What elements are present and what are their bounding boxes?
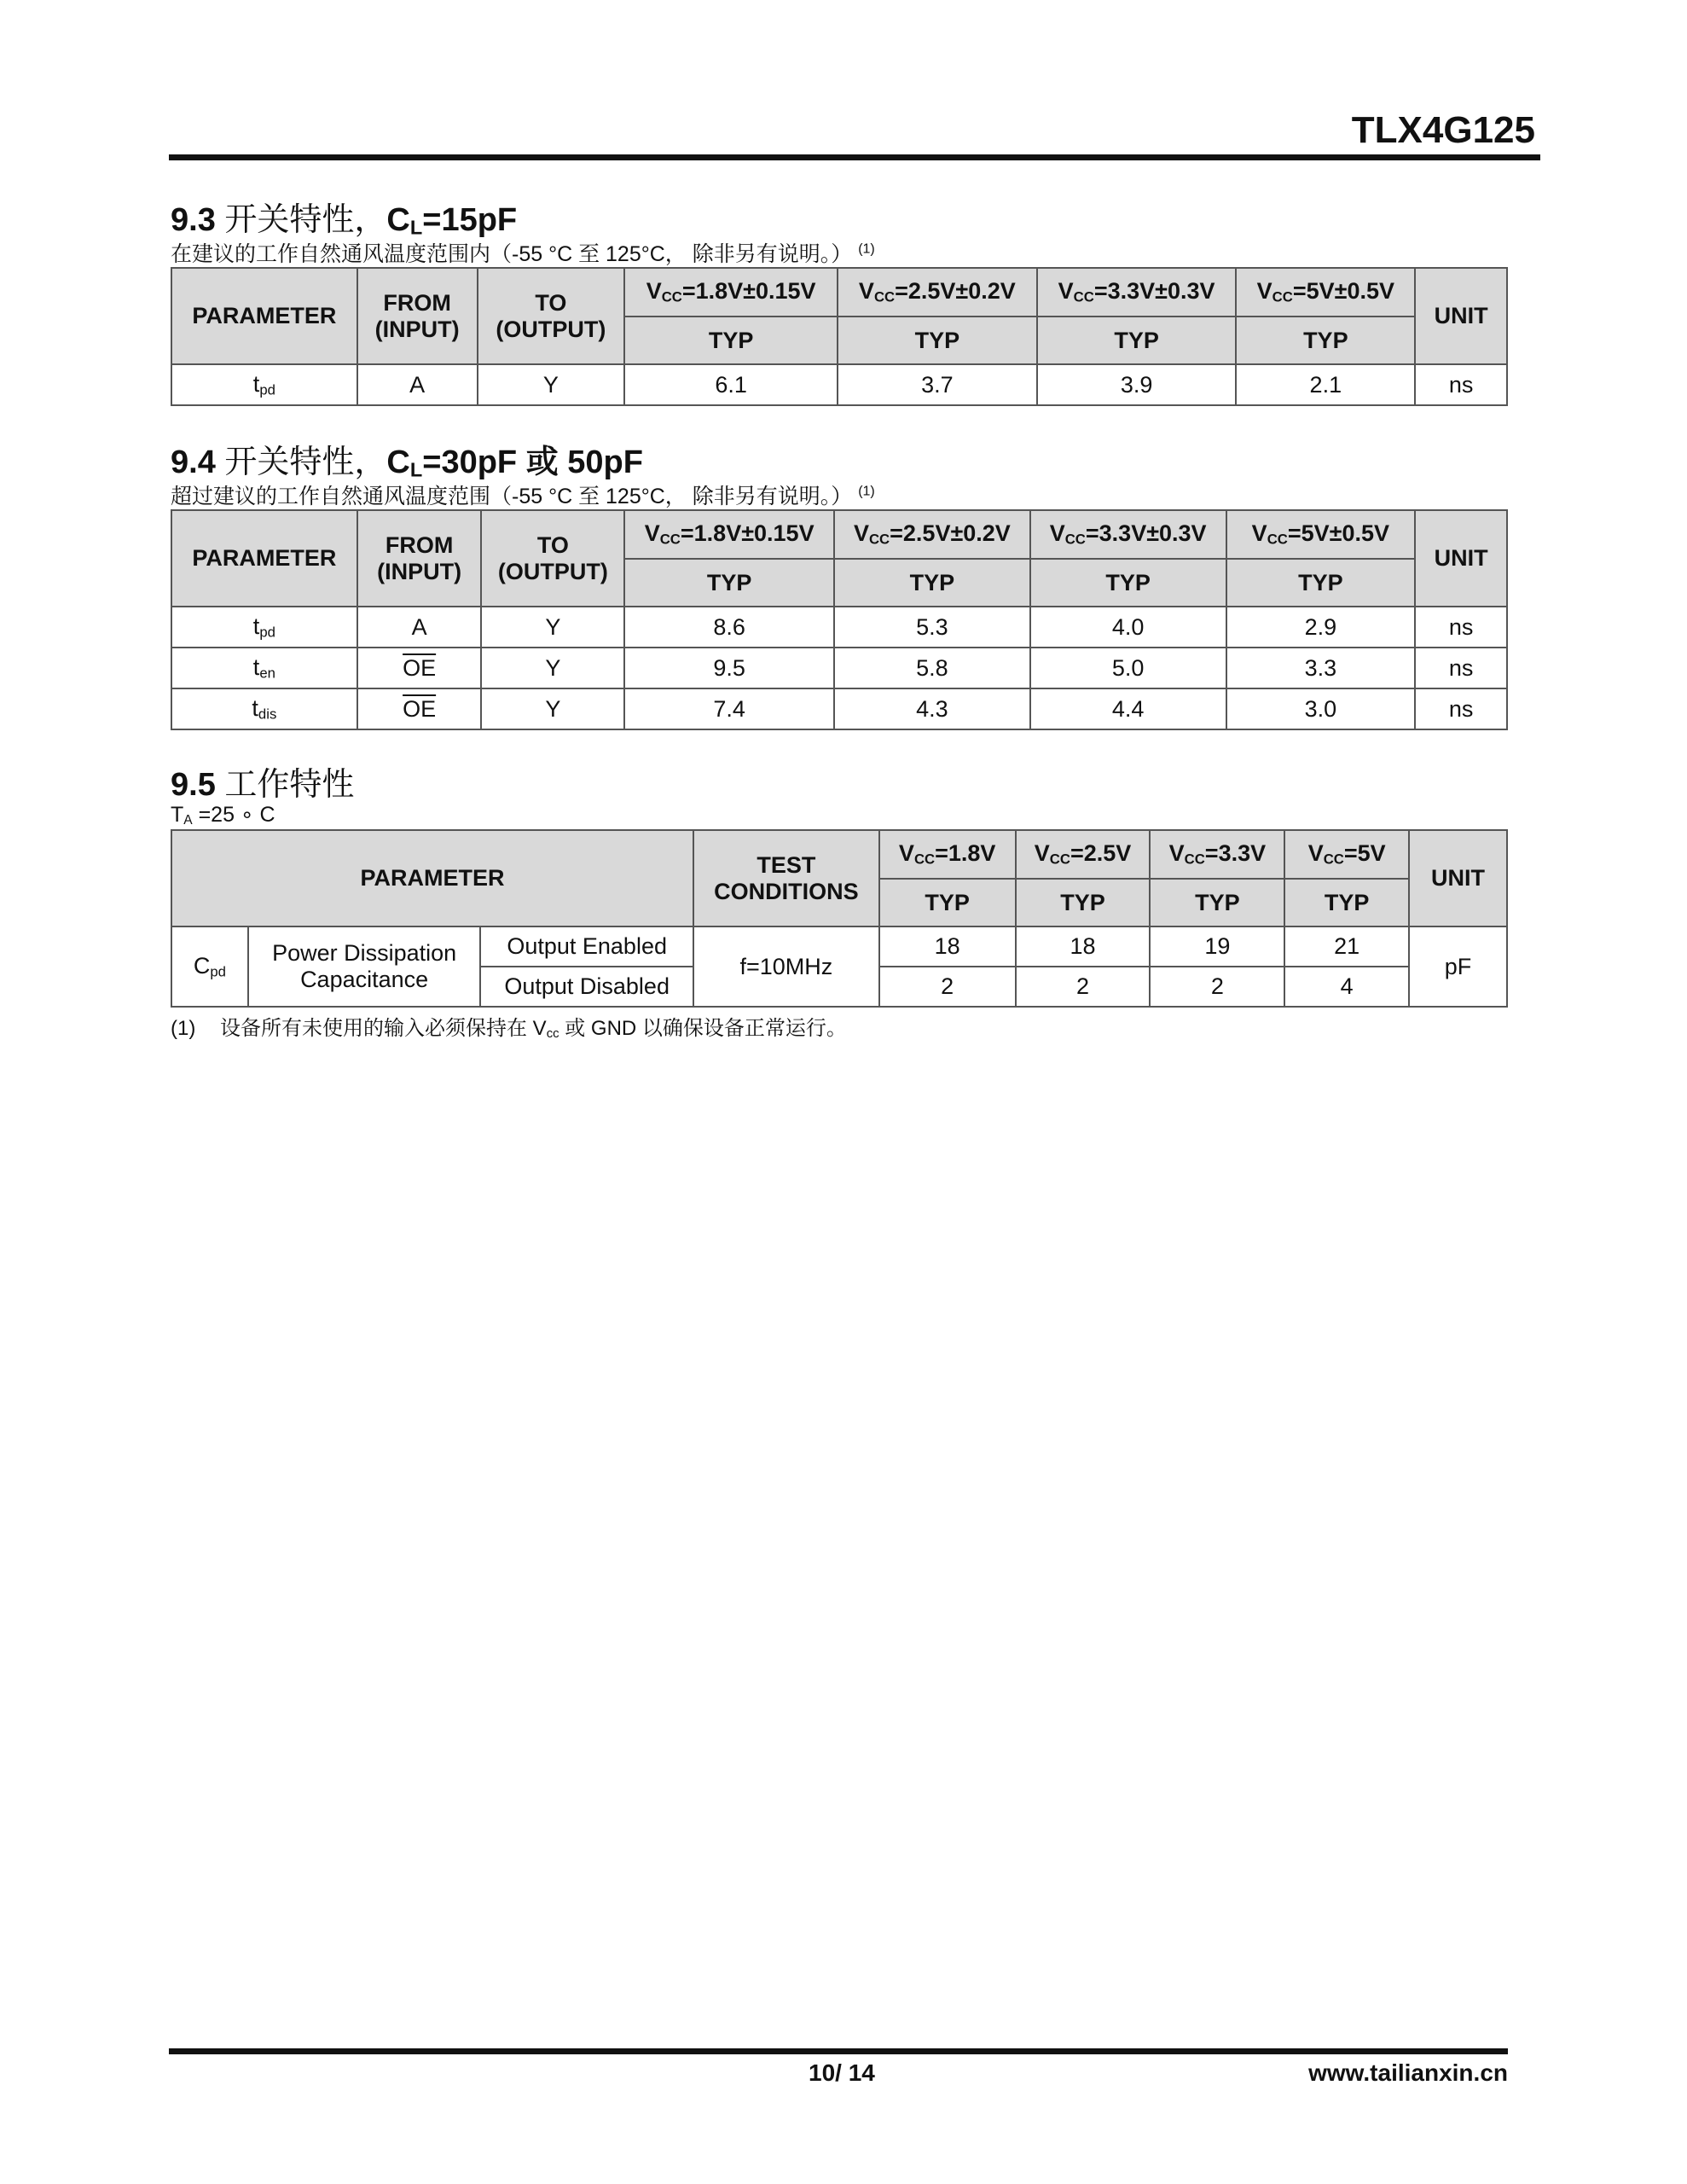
col-parameter: PARAMETER xyxy=(171,510,357,607)
value-cell: 2.1 xyxy=(1236,364,1415,405)
table-row xyxy=(171,926,1507,967)
col-vcc-1: $V_{CC}=1.8V$ xyxy=(879,830,1016,879)
value-cell: 5.8 xyxy=(834,648,1030,688)
col-to: TO (OUTPUT) xyxy=(481,510,624,607)
col-typ: TYP xyxy=(1037,317,1237,364)
col-vcc-2: $V_{CC}=2.5V$ xyxy=(1016,830,1151,879)
to-cell: Y xyxy=(478,364,625,405)
col-typ: TYP xyxy=(1150,879,1284,926)
unit-cell: pF xyxy=(1409,926,1507,1007)
value-cell: 2 xyxy=(1150,967,1284,1007)
switching-table-15pf xyxy=(171,267,1508,406)
col-parameter: PARAMETER xyxy=(171,830,693,926)
to-cell: Y xyxy=(481,607,624,648)
param-cell: $t_{pd}$ xyxy=(171,364,357,405)
value-cell: 18 xyxy=(879,926,1016,967)
col-to: TO (OUTPUT) xyxy=(478,268,625,364)
col-vcc-2: $V_{CC}=2.5V\pm 0.2V$ xyxy=(838,268,1037,317)
switching-table-30pf xyxy=(171,509,1508,730)
value-cell: 5.3 xyxy=(834,607,1030,648)
param-cell: $t_{pd}$ xyxy=(171,607,357,648)
table-row xyxy=(171,607,1507,648)
header-rule xyxy=(169,154,1540,160)
col-from: FROM (INPUT) xyxy=(357,268,478,364)
col-unit: UNIT xyxy=(1409,830,1507,926)
footnote: (1) 设备所有未使用的输入必须保持在 $V_{cc}$ 或 GND 以确保设备正常运行。 xyxy=(171,1017,847,1041)
from-cell: $\overline{OE}$ xyxy=(357,648,482,688)
table-row xyxy=(171,688,1507,729)
value-cell: 5.0 xyxy=(1030,648,1226,688)
value-cell: 6.1 xyxy=(624,364,838,405)
col-vcc-2: $V_{CC}=2.5V\pm 0.2V$ xyxy=(834,510,1030,559)
unit-cell: ns xyxy=(1415,648,1507,688)
part-number: TLX4G125 xyxy=(1351,109,1535,151)
col-typ: TYP xyxy=(834,559,1030,607)
col-typ: TYP xyxy=(624,317,838,364)
from-cell: A xyxy=(357,607,482,648)
value-cell: 3.0 xyxy=(1226,688,1416,729)
website-link[interactable]: www.tailianxin.cn xyxy=(1308,2059,1508,2086)
unit-cell: ns xyxy=(1415,688,1507,729)
symbol-cell: $C_{pd}$ xyxy=(171,926,248,1007)
value-cell: 7.4 xyxy=(624,688,834,729)
section-9-3-note: 在建议的工作自然通风温度范围内（-55 °C 至 125°C， 除非另有说明。） $^{(1)}$ xyxy=(171,241,875,266)
operating-table xyxy=(171,829,1508,1008)
description-cell: Power Dissipation Capacitance xyxy=(248,926,481,1007)
unit-cell: ns xyxy=(1415,364,1507,405)
col-vcc-4: $V_{CC}=5V$ xyxy=(1284,830,1409,879)
value-cell: 8.6 xyxy=(624,607,834,648)
col-vcc-4: $V_{CC}=5V\pm 0.5V$ xyxy=(1226,510,1416,559)
param-cell: $t_{en}$ xyxy=(171,648,357,688)
section-9-5-title: 9.5 工作特性 xyxy=(171,767,355,803)
value-cell: 3.9 xyxy=(1037,364,1237,405)
ambient-temperature: $T_A =25$ ∘ C xyxy=(171,803,275,828)
col-vcc-4: $V_{CC}=5V\pm 0.5V$ xyxy=(1236,268,1415,317)
col-typ: TYP xyxy=(1236,317,1415,364)
col-typ: TYP xyxy=(1030,559,1226,607)
col-from: FROM (INPUT) xyxy=(357,510,482,607)
col-typ: TYP xyxy=(1016,879,1151,926)
value-cell: 19 xyxy=(1150,926,1284,967)
col-vcc-1: $V_{CC}=1.8V\pm 0.15V$ xyxy=(624,268,838,317)
unit-cell: ns xyxy=(1415,607,1507,648)
value-cell: 4.0 xyxy=(1030,607,1226,648)
col-vcc-3: $V_{CC}=3.3V$ xyxy=(1150,830,1284,879)
value-cell: 4.3 xyxy=(834,688,1030,729)
test-condition-cell: f=10MHz xyxy=(693,926,879,1007)
col-vcc-3: $V_{CC}=3.3V\pm 0.3V$ xyxy=(1037,268,1237,317)
value-cell: 3.3 xyxy=(1226,648,1416,688)
value-cell: 4 xyxy=(1284,967,1409,1007)
section-9-3-title: 9.3 开关特性，$C_L=15pF$ xyxy=(171,202,518,239)
from-cell: A xyxy=(357,364,478,405)
value-cell: 18 xyxy=(1016,926,1151,967)
col-typ: TYP xyxy=(879,879,1016,926)
col-test-conditions: TEST CONDITIONS xyxy=(693,830,879,926)
condition-label: Output Enabled xyxy=(480,926,693,967)
col-parameter: PARAMETER xyxy=(171,268,357,364)
col-vcc-1: $V_{CC}=1.8V\pm 0.15V$ xyxy=(624,510,834,559)
value-cell: 21 xyxy=(1284,926,1409,967)
table-row xyxy=(171,648,1507,688)
to-cell: Y xyxy=(481,688,624,729)
col-typ: TYP xyxy=(838,317,1037,364)
footer-rule xyxy=(169,2048,1508,2054)
value-cell: 2.9 xyxy=(1226,607,1416,648)
col-unit: UNIT xyxy=(1415,268,1507,364)
col-unit: UNIT xyxy=(1415,510,1507,607)
value-cell: 9.5 xyxy=(624,648,834,688)
col-typ: TYP xyxy=(1284,879,1409,926)
col-vcc-3: $V_{CC}=3.3V\pm 0.3V$ xyxy=(1030,510,1226,559)
col-typ: TYP xyxy=(624,559,834,607)
section-9-4-title: 9.4 开关特性，$C_L=30pF$ 或 50pF xyxy=(171,444,643,481)
param-cell: $t_{dis}$ xyxy=(171,688,357,729)
value-cell: 4.4 xyxy=(1030,688,1226,729)
value-cell: 2 xyxy=(879,967,1016,1007)
to-cell: Y xyxy=(481,648,624,688)
value-cell: 2 xyxy=(1016,967,1151,1007)
condition-label: Output Disabled xyxy=(480,967,693,1007)
table-row xyxy=(171,364,1507,405)
col-typ: TYP xyxy=(1226,559,1416,607)
from-cell: $\overline{OE}$ xyxy=(357,688,482,729)
value-cell: 3.7 xyxy=(838,364,1037,405)
page-number: 10/ 14 xyxy=(809,2059,875,2086)
section-9-4-note: 超过建议的工作自然通风温度范围（-55 °C 至 125°C， 除非另有说明。） $^{(1)}$ xyxy=(171,484,875,508)
